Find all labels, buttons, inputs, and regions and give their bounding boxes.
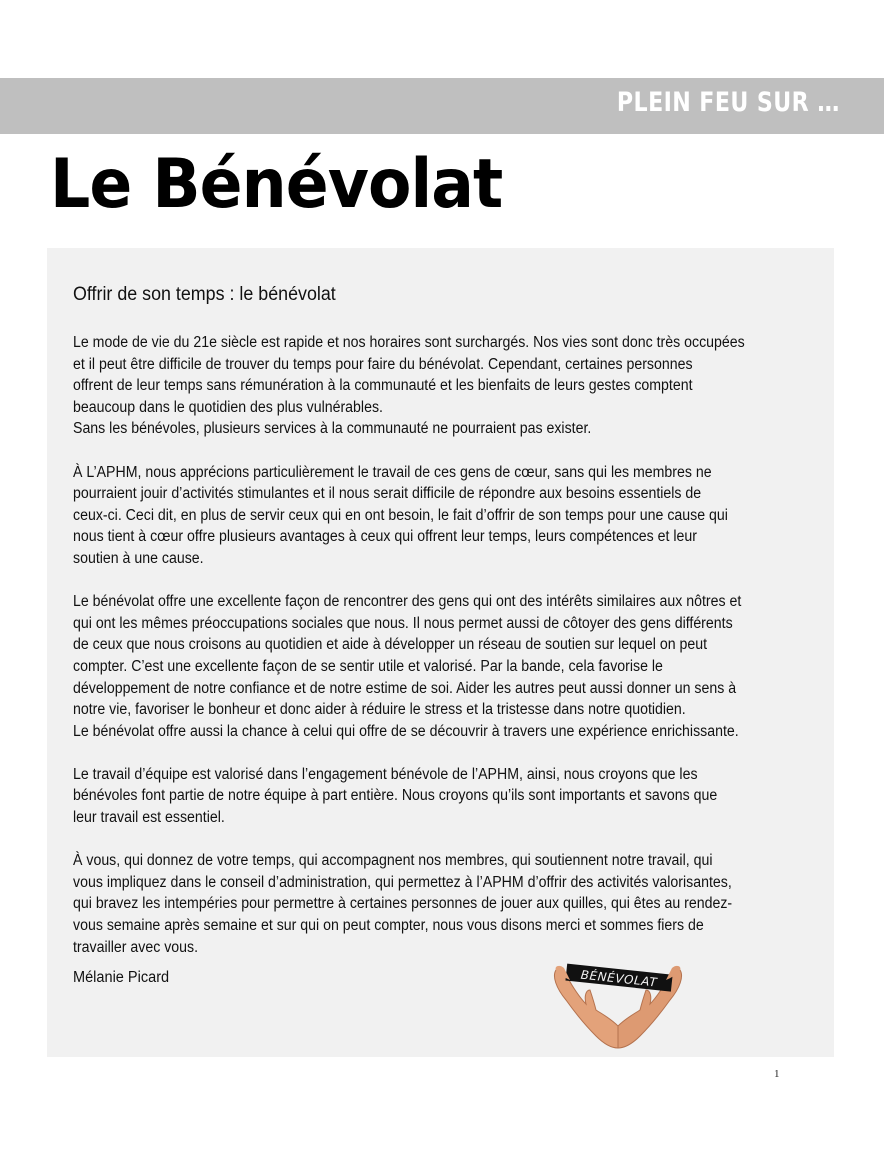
text-line: et il peut être difficile de trouver du temps pour faire du bénévolat. Cependant, certaines personnes xyxy=(73,355,693,373)
page-number: 1 xyxy=(774,1068,780,1080)
text-line: vous impliquez dans le conseil d’administration, qui permettez à l’APHM d’offrir des activités valorisantes, xyxy=(73,873,732,891)
text-line: bénévoles font partie de notre équipe à part entière. Nous croyons qu’ils sont importants et savons que xyxy=(73,787,718,805)
text-line: nous tient à cœur offre plusieurs avantages à ceux qui offrent leur temps, leurs compétences et leur xyxy=(73,528,697,546)
paragraph xyxy=(73,591,813,742)
text-line: Le mode de vie du 21e siècle est rapide et nos horaires sont surchargés. Nos vies sont donc très occupées xyxy=(73,334,745,351)
paragraph xyxy=(73,332,813,440)
text-line: développement de notre confiance et de notre estime de soi. Aider les autres peut aussi donner un sens à xyxy=(73,679,737,697)
text-line: À L’APHM, nous apprécions particulièrement le travail de ces gens de cœur, sans qui les membres ne xyxy=(73,463,712,481)
paragraph xyxy=(73,764,813,829)
text-line: qui ont les mêmes préoccupations sociales que nous. Il nous permet aussi de côtoyer des gens différents xyxy=(73,614,733,632)
paragraph xyxy=(73,850,813,958)
text-line: beaucoup dans le quotidien des plus vulnérables. xyxy=(73,398,383,416)
text-line: pourraient jouir d’activités stimulantes et il nous serait difficile de répondre aux besoins essentiels de xyxy=(73,485,702,503)
text-line: Le bénévolat offre aussi la chance à celui qui offre de se découvrir à travers une expérience enrichissante. xyxy=(73,722,739,740)
text-line: compter. C’est une excellente façon de se sentir utile et valorisé. Par la bande, cela favorise le xyxy=(73,657,663,675)
sign-text: BÉNÉVOLAT xyxy=(580,967,658,990)
author-signature: Mélanie Picard xyxy=(73,969,170,986)
text-line: offrent de leur temps sans rémunération à la communauté et les bienfaits de leurs gestes comptent xyxy=(73,377,693,395)
text-line: travailler avec vous. xyxy=(73,938,199,956)
paragraph xyxy=(73,462,813,570)
text-line: notre vie, favoriser le bonheur et donc aider à réduire le stress et la tristesse dans notre quotidien. xyxy=(73,701,686,719)
text-line: soutien à une cause. xyxy=(73,549,204,567)
text-line: de ceux que nous croisons au quotidien et aide à développer un réseau de soutien sur lequel on peut xyxy=(73,636,708,654)
text-line: qui bravez les intempéries pour permettre à certaines personnes de jouer aux quilles, qui êtes au rendez- xyxy=(73,895,733,913)
banner-label: PLEIN FEU SUR … xyxy=(617,87,840,118)
text-line: Le travail d’équipe est valorisé dans l’engagement bénévole de l’APHM, ainsi, nous croyons que les xyxy=(73,765,698,783)
section-banner xyxy=(0,78,884,134)
text-line: Le bénévolat offre une excellente façon de rencontrer des gens qui ont des intérêts similaires aux nôtres et xyxy=(73,593,742,611)
page-title: Le Bénévolat xyxy=(50,145,503,224)
article-heading: Offrir de son temps : le bénévolat xyxy=(73,284,336,305)
text-line: vous semaine après semaine et sur qui on peut compter, nous vous disons merci et sommes fiers de xyxy=(73,917,704,935)
text-line: À vous, qui donnez de votre temps, qui accompagnent nos membres, qui soutiennent notre travail, qui xyxy=(73,852,713,870)
article-body xyxy=(73,332,813,980)
text-line: ceux-ci. Ceci dit, en plus de servir ceux qui en ont besoin, le fait d’offrir de son temps pour une cause qui xyxy=(73,506,728,524)
text-line: Sans les bénévoles, plusieurs services à la communauté ne pourraient pas exister. xyxy=(73,420,592,438)
article-box xyxy=(47,248,834,1057)
hands-holding-sign-icon xyxy=(550,956,686,1052)
text-line: leur travail est essentiel. xyxy=(73,809,225,827)
